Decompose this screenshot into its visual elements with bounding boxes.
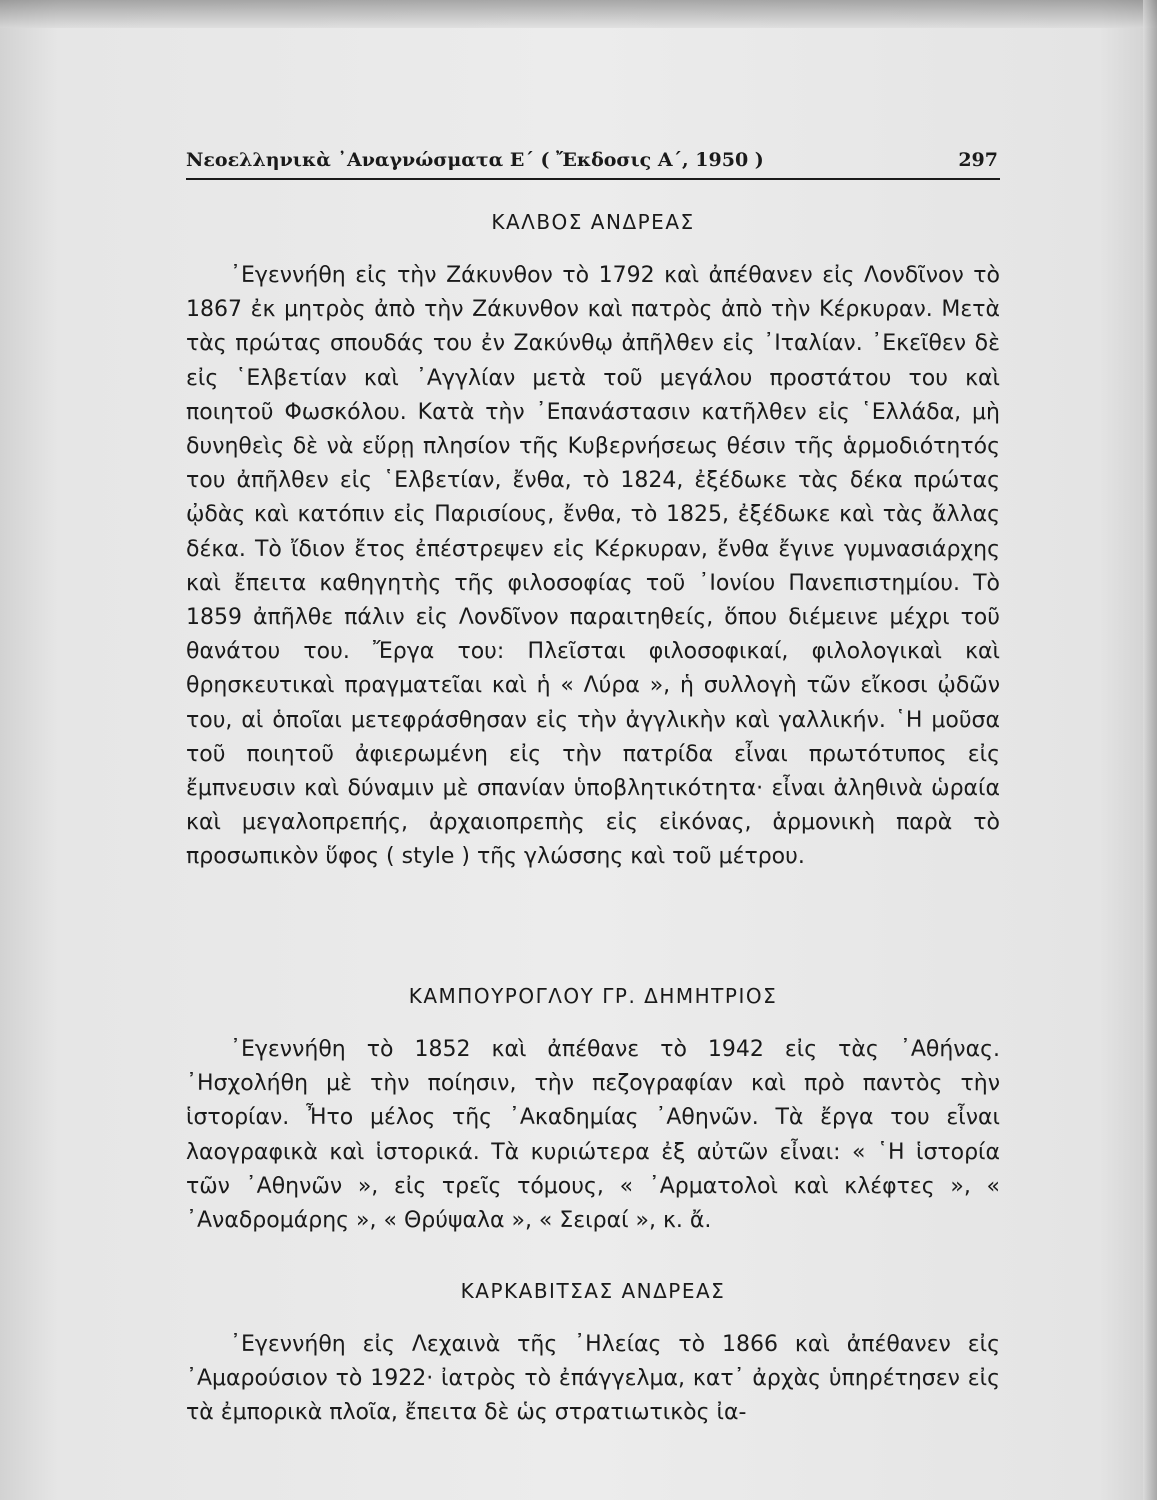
section-title-karkavitsas: ΚΑΡΚΑΒΙΤΣΑΣ ΑΝΔΡΕΑΣ bbox=[460, 1279, 726, 1303]
paragraph-karkavitsas: ᾿Εγεννήθη εἰς Λεχαινὰ τῆς ᾿Ηλείας τὸ 1866 καὶ ἀπέθανεν εἰς ᾿Αμαρούσιον τὸ 1922· ἰατρὸς τὸ ἐπάγγελμα, κατ᾿ ἀρχὰς ὑπηρέτησεν εἰς τὰ ἐμπορικὰ πλοῖα, ἔπειτα δὲ ὡς στρατιωτικὸς ἰα- bbox=[186, 1332, 1000, 1426]
paragraph-kambouroglou: ᾿Εγεννήθη τὸ 1852 καὶ ἀπέθανε τὸ 1942 εἰς τὰς ᾿Αθήνας. ᾿Ησχολήθη μὲ τὴν ποίησιν, τὴν πεζογραφίαν καὶ πρὸ παντὸς τὴν ἱστορίαν. Ἦτο μέλος τῆς ᾿Ακαδημίας ᾿Αθηνῶν. Τὰ ἔργα του εἶναι λαογραφικὰ καὶ ἱστορικά. Τὰ κυριώτερα ἐξ αὐτῶν εἶναι: « ῾Η ἱστορία τῶν ᾿Αθηνῶν », εἰς τρεῖς τόμους, « ᾿Αρματολοὶ καὶ κλέφτες », « ᾿Αναδρομάρης », « Θρύψαλα », « Σειραί », κ. ἄ. bbox=[186, 1037, 1000, 1234]
header-title: Νεοελληνικὰ ᾿Αναγνώσματα Ε΄ ( Ἔκδοσις Α΄, 1950 ) bbox=[186, 149, 764, 171]
page-number: 297 bbox=[958, 149, 998, 171]
scan-top-edge bbox=[0, 0, 1157, 28]
paragraph-kalvos: ᾿Εγεννήθη εἰς τὴν Ζάκυνθον τὸ 1792 καὶ ἀπέθανεν εἰς Λονδῖνον τὸ 1867 ἐκ μητρὸς ἀπὸ τὴν Ζάκυνθον καὶ πατρὸς ἀπὸ τὴν Κέρκυραν. Μετὰ τὰς πρώτας σπουδάς του ἐν Ζακύνθῳ ἀπῆλθεν εἰς ᾿Ιταλίαν. ᾿Εκεῖθεν δὲ εἰς ῾Ελβετίαν καὶ ᾿Αγγλίαν μετὰ τοῦ μεγάλου προστάτου του καὶ ποιητοῦ Φωσκόλου. Κατὰ τὴν ᾿Επανάστασιν κατῆλθεν εἰς ῾Ελλάδα, μὴ δυνηθεὶς δὲ νὰ εὕρῃ πλησίον τῆς Κυβερνήσεως θέσιν τῆς ἁρμοδιότητός του ἀπῆλθεν εἰς ῾Ελβετίαν, ἔνθα, τὸ 1824, ἐξέδωκε τὰς δέκα πρώτας ᾠδὰς καὶ κατόπιν εἰς Παρισίους, ἔνθα, τὸ 1825, ἐξέδωκε καὶ τὰς ἄλλας δέκα. Τὸ ἴδιον ἔτος ἐπέστρεψεν εἰς Κέρκυραν, ἔνθα ἔγινε γυμνασιάρχης καὶ ἔπειτα καθηγητὴς τῆς φιλοσοφίας τοῦ ᾿Ιονίου Πανεπιστημίου. Τὸ 1859 ἀπῆλθε πάλιν εἰς Λονδῖνον παραιτηθείς, ὅπου διέμεινε μέχρι τοῦ θανάτου του. Ἔργα του: Πλεῖσται φιλοσοφικαί, φιλολογικαὶ καὶ θρησκευτικαὶ πραγματεῖαι καὶ ἡ « Λύρα », ἡ συλλογὴ τῶν εἴκοσι ᾠδῶν του, αἱ ὁποῖαι μετεφράσθησαν εἰς τὴν ἀγγλικὴν καὶ γαλλικήν. ῾Η μοῦσα τοῦ ποιητοῦ ἀφιερωμένη εἰς τὴν πατρίδα εἶναι πρωτότυπος εἰς ἔμπνευσιν καὶ δύναμιν μὲ σπανίαν ὑποβλητικότητα· εἶναι ἀληθινὰ ὡραία καὶ μεγαλοπρεπής, ἀρχαιοπρεπὴς εἰς εἰκόνας, ἁρμονικὴ παρὰ τὸ προσωπικὸν ὕφος ( style ) τῆς γλώσσης καὶ τοῦ μέτρου. bbox=[186, 263, 1000, 870]
running-header bbox=[186, 148, 1000, 180]
section-body-karkavitsas bbox=[186, 1328, 1000, 1431]
scan-right-edge bbox=[1143, 0, 1157, 1500]
section-body-kalvos bbox=[186, 259, 1000, 875]
section-title-kalvos: ΚΑΛΒΟΣ ΑΝΔΡΕΑΣ bbox=[491, 210, 695, 234]
section-body-kambouroglou bbox=[186, 1033, 1000, 1238]
section-title-kambouroglou: ΚΑΜΠΟΥΡΟΓΛΟΥ ΓΡ. ΔΗΜΗΤΡΙΟΣ bbox=[408, 984, 778, 1008]
